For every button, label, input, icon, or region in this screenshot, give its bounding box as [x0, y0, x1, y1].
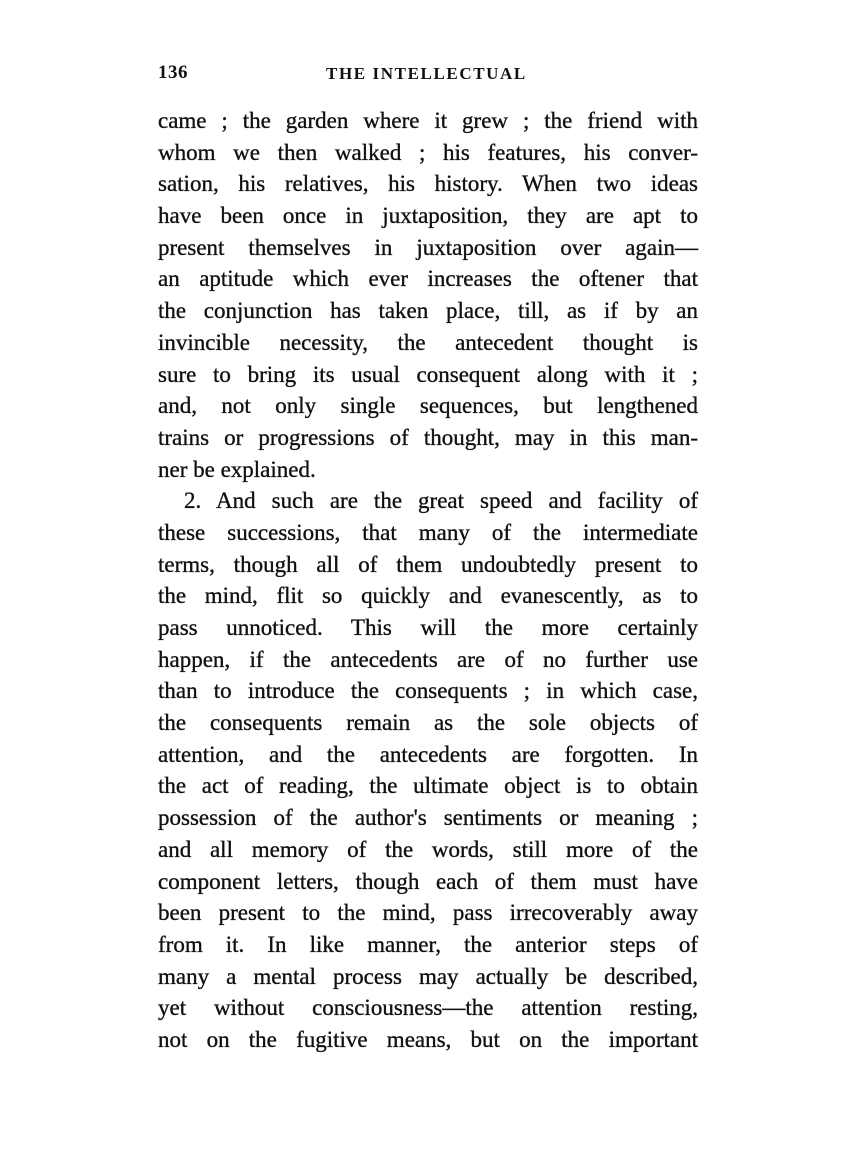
text-line: present themselves in juxtaposition over again—: [158, 234, 698, 260]
text-line: the conjunction has taken place, till, as if by an: [158, 298, 698, 324]
text-line: been present to the mind, pass irrecoverably away: [158, 900, 698, 926]
running-head: [158, 62, 698, 90]
text-line: the consequents remain as the sole objects of: [158, 710, 698, 736]
paragraph-start-line: 2. And such are the great speed and facility of: [184, 488, 698, 514]
text-line: terms, though all of them undoubtedly present to: [158, 551, 698, 577]
text-line: pass unnoticed. This will the more certainly: [158, 615, 698, 640]
paragraph-end-line: ner be explained.: [158, 456, 316, 482]
text-line: yet without consciousness—the attention resting,: [158, 995, 698, 1021]
text-line: many a mental process may actually be described,: [158, 963, 698, 989]
text-line: component letters, though each of them must have: [158, 868, 698, 894]
text-line: happen, if the antecedents are of no further use: [158, 646, 698, 672]
text-line: and, not only single sequences, but lengthened: [158, 393, 698, 419]
text-line: came ; the garden where it grew ; the friend with: [158, 108, 698, 133]
text-line: possession of the author's sentiments or meaning ;: [158, 805, 698, 831]
text-line: an aptitude which ever increases the oftener that: [158, 266, 698, 292]
text-line: trains or progressions of thought, may in this man-: [158, 424, 698, 450]
text-line: sation, his relatives, his history. When two ideas: [158, 171, 698, 197]
body-text: [158, 105, 698, 1056]
text-line: these successions, that many of the intermediate: [158, 519, 698, 545]
text-line: have been once in juxtaposition, they are apt to: [158, 203, 698, 229]
text-line: not on the fugitive means, but on the important: [158, 1026, 698, 1052]
text-line: than to introduce the consequents ; in which case,: [158, 678, 698, 704]
text-line: from it. In like manner, the anterior steps of: [158, 931, 698, 957]
page-number: 136: [158, 62, 188, 83]
running-title: THE INTELLECTUAL: [326, 64, 527, 83]
text-line: invincible necessity, the antecedent thought is: [158, 329, 698, 355]
text-line: sure to bring its usual consequent along with it ;: [158, 361, 698, 387]
text-line: the act of reading, the ultimate object is to obtain: [158, 773, 698, 799]
text-line: whom we then walked ; his features, his conver-: [158, 139, 698, 165]
text-line: attention, and the antecedents are forgotten. In: [158, 741, 698, 767]
text-line: the mind, flit so quickly and evanescently, as to: [158, 583, 698, 609]
text-line: and all memory of the words, still more of the: [158, 836, 698, 862]
